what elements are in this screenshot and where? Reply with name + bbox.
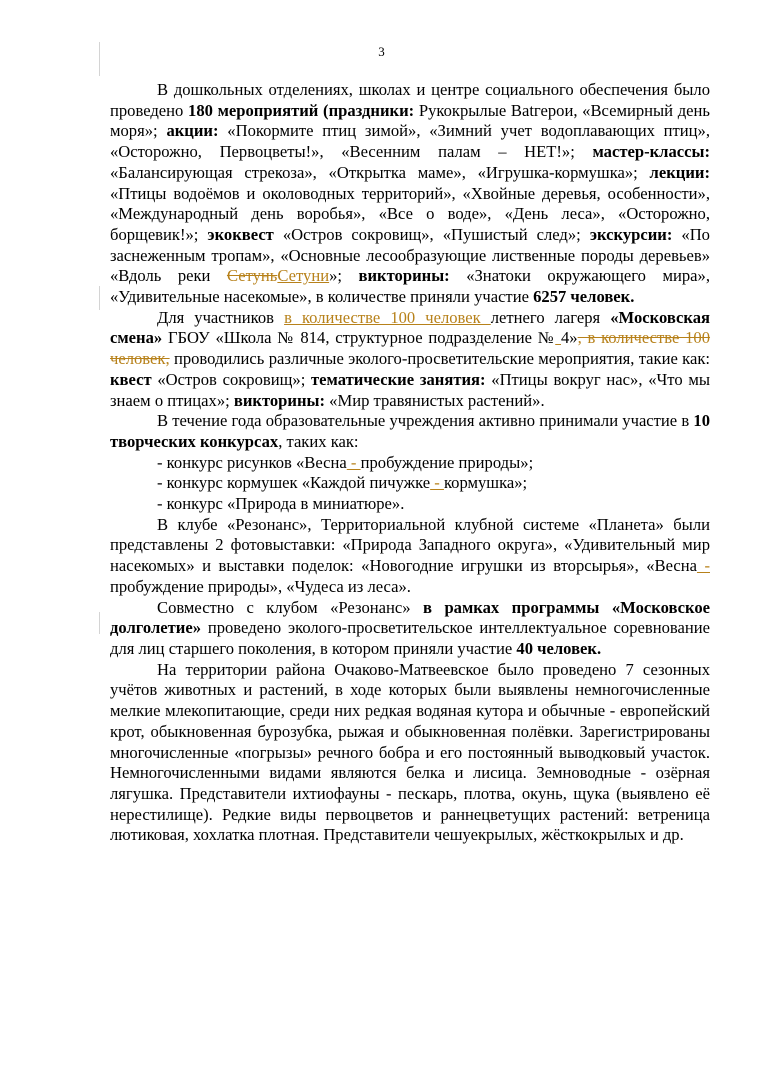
program-name: в рамках программы «Московское долголетие» [110, 597, 710, 638]
paragraph-longevity-program [110, 598, 710, 660]
text: «По заснеженным тропам», «Основные лесообразующие лиственные породы деревьев» «Вдоль реки [110, 224, 710, 286]
category-label: викторины: [233, 390, 326, 410]
paragraph-club-exhibitions [110, 515, 710, 598]
category-label: экскурсии: [589, 224, 673, 244]
text: ( [318, 100, 329, 120]
text: В дошкольных отделениях, школах и центре социального обеспечения было проведено [110, 80, 710, 120]
text: Рукокрылые Batгерои, «Всемирный день моря»; [110, 100, 710, 141]
change-bar [99, 42, 100, 76]
text: «Знатоки окружающего мира», «Удивительные насекомые», в количестве приняли участие [110, 266, 710, 307]
text: «Остров сокровищ»; [151, 369, 312, 389]
text: , таких как: [278, 431, 359, 451]
category-label: лекции: [649, 162, 710, 182]
tracked-deletion: , в количестве 100 человек, [110, 328, 711, 369]
paragraph-wildlife-survey [110, 660, 710, 846]
category-label: мастер-классы: [592, 142, 710, 162]
text: «Птицы водоёмов и околоводных территорий», «Хвойные деревья, особенности», «Международный день воробья», «Все о воде», «День леса», «Осторожно, борщевик!»; [110, 183, 710, 244]
participants-count: 6257 человек. [533, 287, 635, 307]
tracked-insertion: Сетуни [277, 266, 330, 286]
contests-count: 10 творческих конкурсах [110, 411, 710, 451]
category-label: викторины: [358, 266, 450, 286]
text: «Балансирующая стрекоза», «Открытка маме», «Игрушка-кормушка»; [110, 162, 650, 182]
tracked-insertion: - [696, 556, 710, 576]
text: ГБОУ «Школа № 814, структурное подразделение № [162, 328, 556, 348]
change-bar [99, 612, 100, 634]
paragraph-events [110, 80, 710, 308]
paragraph-summer-camp [110, 308, 710, 412]
text: - конкурс рисунков «Весна [157, 452, 347, 472]
camp-name: «Московская смена» [110, 307, 710, 348]
text: Для участников [157, 307, 285, 327]
text: летнего лагеря [490, 307, 611, 327]
change-bar [99, 286, 100, 310]
text: кормушка»; [443, 473, 528, 493]
text: - конкурс кормушек «Каждой пичужке [157, 473, 431, 493]
text: проведено эколого-просветительское интеллектуальное соревнование для лиц старшего поколения, в котором приняли участие [110, 618, 710, 658]
text: - конкурс «Природа в миниатюре». [157, 494, 405, 514]
tracked-deletion: Сетунь [226, 266, 278, 286]
category-label: акции: [166, 121, 219, 141]
category-label: тематические занятия: [311, 369, 486, 389]
text: «Мир травянистых растений». [325, 390, 545, 410]
list-item [110, 494, 710, 515]
text: В течение года образовательные учреждения активно принимали участие в [157, 411, 694, 431]
tracked-insertion: - [430, 473, 444, 493]
list-item [110, 453, 710, 474]
events-count: 180 мероприятий [188, 100, 319, 120]
text: проводились различные эколого-просветительские мероприятия, такие как: [169, 349, 710, 369]
participants-count: 40 человек. [516, 638, 602, 658]
text: «Птицы вокруг нас», «Что мы знаем о птицах»; [110, 369, 710, 410]
tracked-insertion: - [346, 452, 361, 472]
text: пробуждение природы», «Чудеса из леса». [110, 576, 411, 596]
text: «Покормите птиц зимой», «Зимний учет водоплавающих птиц», «Осторожно, Первоцветы!», «Весенним палам – НЕТ!»; [110, 121, 710, 162]
page-number: 3 [378, 44, 385, 59]
text: На территории района Очаково-Матвеевское было проведено 7 сезонных учётов животных и растений, в ходе которых были выявлены немногочисленные мелкие млекопитающие, среди них редкая водяная кутора и обычные - европейский крот, обыкновенная бурозубка, рыжая и обыкновенная полёвки. Зарегистрированы многочисленные «погрызы» речного бобра и его постоянный выводковый участок. Немногочисленными видами являются белка и лисица. Земноводные - озёрная лягушка. Представители ихтиофауны - пескарь, плотва, окунь, щука (выявлено её нерестилище). Редкие виды первоцветов и раннецветущих растений: ветреница лютиковая, хохлатка плотная. Представители чешуекрылых, жёсткокрылых и др. [110, 659, 710, 845]
tracked-insertion: в количестве 100 человек [284, 307, 491, 327]
text: В клубе «Резонанс», Территориальной клубной системе «Планета» были представлены 2 фотовыставки: «Природа Западного округа», «Удивительный мир насекомых» и выставки поделок: «Новогодние игрушки из вторсырья», «Весна [110, 514, 710, 576]
category-label: квест [110, 369, 152, 389]
text: »; [329, 266, 359, 286]
text: 4» [560, 328, 578, 348]
document-body [110, 80, 710, 846]
text: «Остров сокровищ», «Пушистый след»; [273, 224, 590, 244]
text: Совместно с клубом «Резонанс» [157, 597, 424, 617]
text: пробуждение природы»; [360, 452, 534, 472]
category-label: праздники: [328, 100, 415, 120]
category-label: экоквест [207, 224, 274, 244]
list-item [110, 473, 710, 494]
paragraph-contests [110, 411, 710, 452]
